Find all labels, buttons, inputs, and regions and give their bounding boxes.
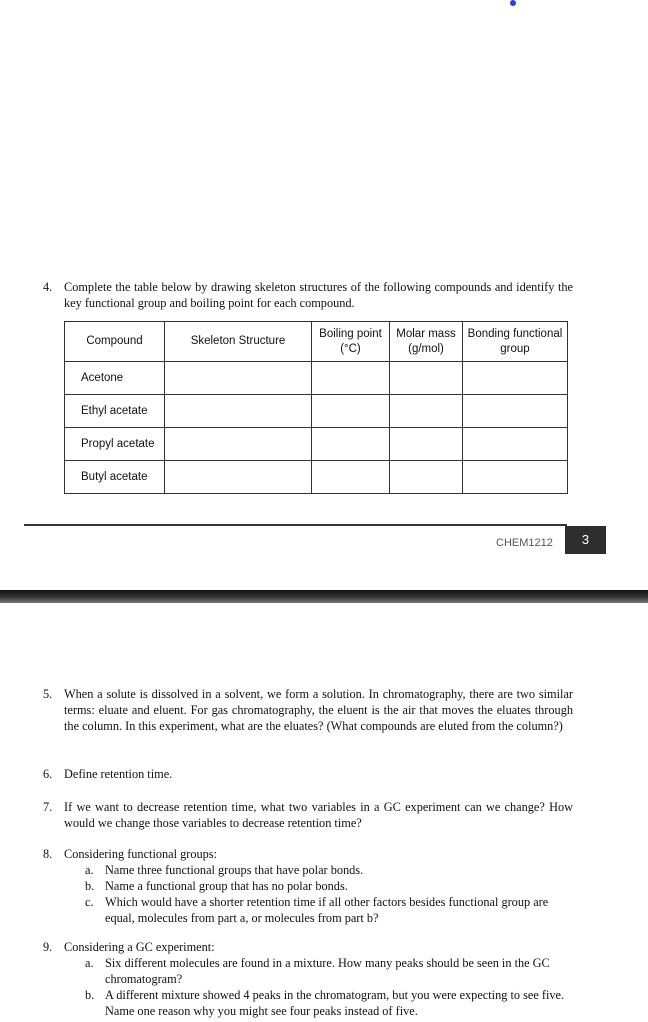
- blank-cell[interactable]: [390, 428, 463, 461]
- sub-question: [85, 878, 573, 894]
- compound-cell: Butyl acetate: [65, 461, 165, 494]
- question-4: [43, 279, 573, 311]
- question-6: [43, 766, 573, 782]
- compound-table: [64, 321, 568, 494]
- question-7: [43, 799, 573, 831]
- blank-cell[interactable]: [390, 395, 463, 428]
- question-text: Considering functional groups:: [64, 847, 218, 861]
- blank-cell[interactable]: [312, 362, 390, 395]
- question-text: Considering a GC experiment:: [64, 940, 215, 954]
- sub-question: [85, 987, 573, 1019]
- sub-question: [85, 955, 573, 987]
- compound-cell: Ethyl acetate: [65, 395, 165, 428]
- blank-cell[interactable]: [390, 362, 463, 395]
- sub-text: Name three functional groups that have polar bonds.: [105, 863, 364, 877]
- blank-cell[interactable]: [463, 395, 568, 428]
- table-row: [65, 428, 568, 461]
- header-molar-mass: Molar mass (g/mol): [390, 322, 463, 362]
- blank-cell[interactable]: [165, 428, 312, 461]
- blank-cell[interactable]: [312, 395, 390, 428]
- table-row: [65, 461, 568, 494]
- blank-cell[interactable]: [463, 362, 568, 395]
- blank-cell[interactable]: [390, 461, 463, 494]
- sub-text: Six different molecules are found in a mixture. How many peaks should be seen in the GC chromatogram?: [105, 956, 550, 986]
- sub-question: [85, 894, 573, 926]
- course-code: CHEM1212: [496, 537, 553, 549]
- question-number: 5.: [43, 687, 53, 701]
- sub-label: b.: [85, 879, 95, 893]
- table-row: [65, 395, 568, 428]
- question-text: When a solute is dissolved in a solvent, we form a solution. In chromatography, there are two similar terms: eluate and eluent. For gas chromatography, the eluent is the air that moves the eluates through the column. In this experiment, what are the eluates? (What compounds are eluted from the column?): [64, 687, 573, 733]
- sub-text: Name a functional group that has no polar bonds.: [105, 879, 348, 893]
- header-skeleton: Skeleton Structure: [165, 322, 312, 362]
- question-5: [43, 686, 573, 734]
- footer-rule: [24, 524, 567, 526]
- blank-cell[interactable]: [165, 362, 312, 395]
- header-functional-group: Bonding functional group: [463, 322, 568, 362]
- blank-cell[interactable]: [312, 461, 390, 494]
- page-separator: [0, 590, 648, 603]
- sub-label: a.: [85, 956, 94, 970]
- question-number: 7.: [43, 800, 53, 814]
- header-compound: Compound: [65, 322, 165, 362]
- page-number: 3: [565, 526, 606, 554]
- question-number: 8.: [43, 847, 53, 861]
- question-number: 6.: [43, 767, 53, 781]
- question-text: If we want to decrease retention time, what two variables in a GC experiment can we change? How would we change those variables to decrease retention time?: [64, 800, 573, 830]
- sub-text: Which would have a shorter retention time if all other factors besides functional group are equal, molecules from part a, or molecules from part b?: [105, 895, 549, 925]
- blank-cell[interactable]: [165, 461, 312, 494]
- sub-label: a.: [85, 863, 94, 877]
- sub-question: [85, 862, 573, 878]
- blank-cell[interactable]: [463, 461, 568, 494]
- question-9: [43, 939, 573, 1019]
- blank-cell[interactable]: [165, 395, 312, 428]
- blank-cell[interactable]: [463, 428, 568, 461]
- table-header-row: [65, 322, 568, 362]
- sub-text: A different mixture showed 4 peaks in the chromatogram, but you were expecting to see five. Name one reason why you might see four peaks instead of five.: [105, 988, 565, 1018]
- sub-label: b.: [85, 988, 95, 1002]
- sub-label: c.: [85, 895, 94, 909]
- question-number: 4.: [43, 280, 53, 294]
- header-boiling-point: Boiling point (°C): [312, 322, 390, 362]
- compound-cell: Acetone: [65, 362, 165, 395]
- table-row: [65, 362, 568, 395]
- compound-cell: Propyl acetate: [65, 428, 165, 461]
- question-text: Define retention time.: [64, 767, 173, 781]
- blank-cell[interactable]: [312, 428, 390, 461]
- blue-dot: [510, 0, 516, 6]
- question-number: 9.: [43, 940, 53, 954]
- question-8: [43, 846, 573, 926]
- question-text: Complete the table below by drawing skeleton structures of the following compounds and identify the key functional group and boiling point for each compound.: [64, 280, 573, 310]
